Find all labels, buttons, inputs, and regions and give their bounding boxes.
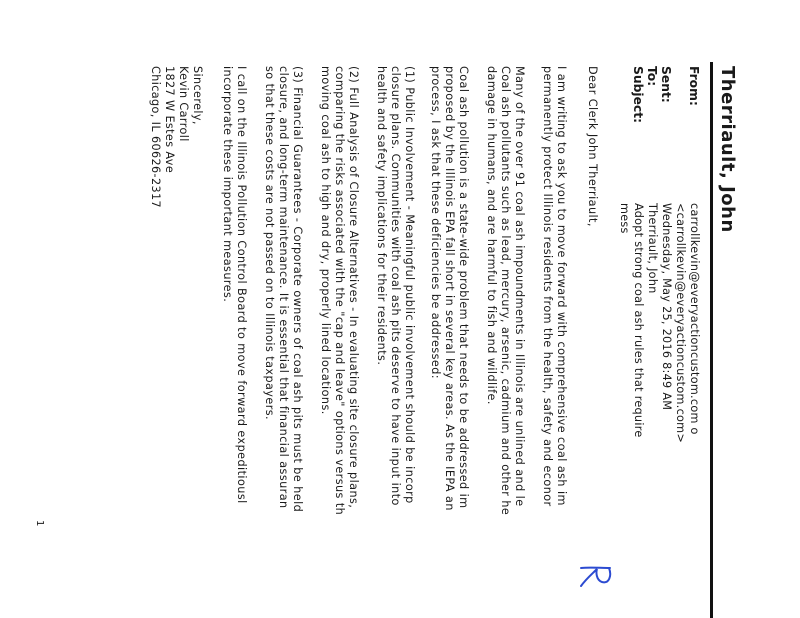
signer-name: Kevin Carroll [177,66,190,142]
subject-value-line-1: Adopt strong coal ash rules that require [632,203,645,438]
body-line: Many of the over 91 coal ash impoundments in Illinois are unlined and le [513,66,526,507]
body-line: permanently protect Illinois residents from the health, safety and econor [541,66,554,507]
body-line: incorporate these important measures. [221,66,234,303]
body-line: (2) Full Analysis of Closure Alternatives - In evaluating site closure plans, [347,66,360,509]
signer-city: Chicago, IL 60626-2317 [149,66,162,209]
subject-label: Subject: [631,66,645,124]
body-line: closure plans. Communities with coal ash pits deserve to have input into [389,66,402,506]
sent-label: Sent: [659,66,673,103]
sent-value: Wednesday, May 25, 2016 8:49 AM [660,203,673,411]
from-value-line-1: carrollkevin@everyactioncustom.com o [688,203,701,435]
from-value-line-2: <carrollkevin@everyactioncustom.com> [674,203,687,444]
closing: Sincerely, [191,66,204,125]
body-line: proposed by the Illinois EPA fall short in several key areas. As the IEPA an [443,66,456,511]
body-line: so that these costs are not passed on to Illinois taxpayers. [263,66,276,421]
body-line: (3) Financial Guarantees - Corporate owners of coal ash pits must be held [291,66,304,513]
document-title: Therriault, John [717,66,738,233]
body-line: (1) Public Involvement - Meaningful public involvement should be incorp [403,66,416,504]
subject-value-line-2: mess [618,203,631,234]
body-line: damage in humans, and are harmful to fish and wildlife. [485,66,498,405]
to-value: Therriault, John [646,203,659,294]
body-line: I call on the Illinois Pollution Control Board to move forward expeditiousl [235,66,248,504]
body-line: comparing the risks associated with the "cap and leave" options versus th [333,66,346,516]
body-line: I am writing to ask you to move forward with comprehensive coal ash im [555,66,568,506]
page-number: 1 [34,520,45,527]
body-line: moving coal ash to high and dry, properly lined locations. [319,66,332,415]
handwritten-r-mark-icon [578,560,614,590]
body-line: health and safety implications for their residents. [375,66,388,366]
body-line: Coal ash pollution is a state-wide problem that needs to be addressed im [457,66,470,509]
title-underline [710,62,713,618]
signer-street: 1827 W Estes Ave [163,66,176,174]
body-line: Coal ash pollutants such as lead, mercury, arsenic, cadmium and other he [499,66,512,516]
to-label: To: [645,66,659,87]
from-label: From: [687,66,701,106]
body-line: closure, and long-term maintenance. It is essential that financial assuran [277,66,290,509]
salutation: Dear Clerk John Therriault, [586,66,599,227]
body-line: process, I ask that these deficiencies be addressed: [429,66,442,380]
